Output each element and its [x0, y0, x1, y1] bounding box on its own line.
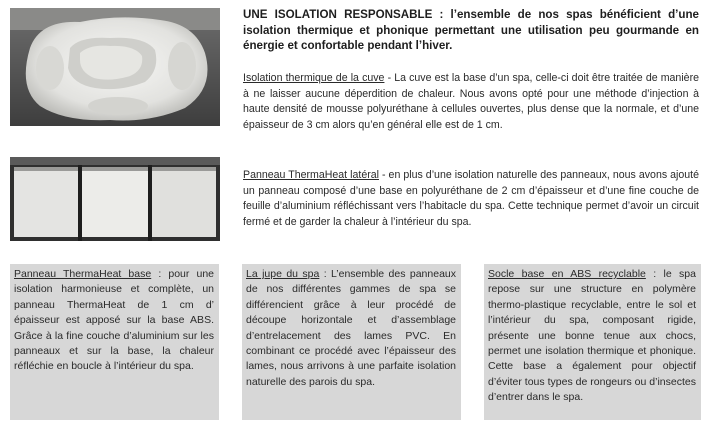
spa-foam-insulation-photo — [10, 8, 220, 126]
jupe-title: La jupe du spa — [246, 268, 320, 280]
panneau-lateral-section — [243, 168, 699, 230]
intro-heading-text: UNE ISOLATION RESPONSABLE : l’ensemble de nos spas bénéficient d’une isolation thermique et phonique permettant une utilisation peu gourmande en énergie et confortable pendant l’hiver. — [243, 8, 699, 52]
socle-title: Socle base en ABS recyclable — [488, 268, 646, 280]
cuve-title: Isolation thermique de la cuve — [243, 72, 385, 84]
panneau-lateral-body: - en plus d’une isolation naturelle des panneaux, nous avons ajouté un panneau composé d’une base en polyuréthane de 2 cm d’épaisseur et d’une fine couche de feuille d’aluminium réfléchissant vers l’habitacle du spa. Cette technique permet d’avoir un circuit fermé et de garder la chaleur à l’intérieur du spa. — [243, 169, 700, 228]
panneau-base-body: : pour une isolation harmonieuse et complète, un panneau ThermaHeat de 1 cm d’ épaisseur est apposé sur la base ABS. Grâce à la fine couche d’aluminium sur les panneaux et sur la base, la chaleur réfléchie en boucle à l’intérieur du spa. — [14, 268, 215, 373]
socle-body: : le spa repose sur une structure en polymère thermo-plastique recyclable, entre le sol et l’intérieur du spa, composant rigide, présente une bonne tenue aux chocs, permet une isolation thermique et phonique. Cette base a également pour objectif d’éviter tous types de rongeurs ou d’insectes d’entrer dans le spa. — [488, 268, 696, 404]
panneau-lateral-title: Panneau ThermaHeat latéral — [243, 169, 379, 181]
cuve-section — [243, 71, 699, 133]
thermaheat-panel-photo — [10, 157, 220, 241]
jupe-box — [242, 264, 461, 420]
panneau-base-title: Panneau ThermaHeat base — [14, 268, 152, 280]
socle-box — [484, 264, 701, 420]
panneau-base-box — [10, 264, 219, 420]
cuve-body: - La cuve est la base d’un spa, celle-ci doit être traitée de manière à ne laisser aucune déperdition de chaleur. Nous avons opté pour une méthode d’injection à haute densité de mousse polyuréthane à cellules ouvertes, plus dense que la normale, et d’une épaisseur de 3 cm alors qu’en général elle est de 1 cm. — [243, 72, 699, 131]
jupe-body: : L’ensemble des panneaux de nos différentes gammes de spa se différencient grâce à leur procédé de découpe horizontale et d’assemblage d’entrelacement des lames PVC. En combinant ce procédé avec l’épaisseur des lames, nous arrivons à une parfaite isolation naturelle des parois du spa. — [246, 268, 456, 388]
